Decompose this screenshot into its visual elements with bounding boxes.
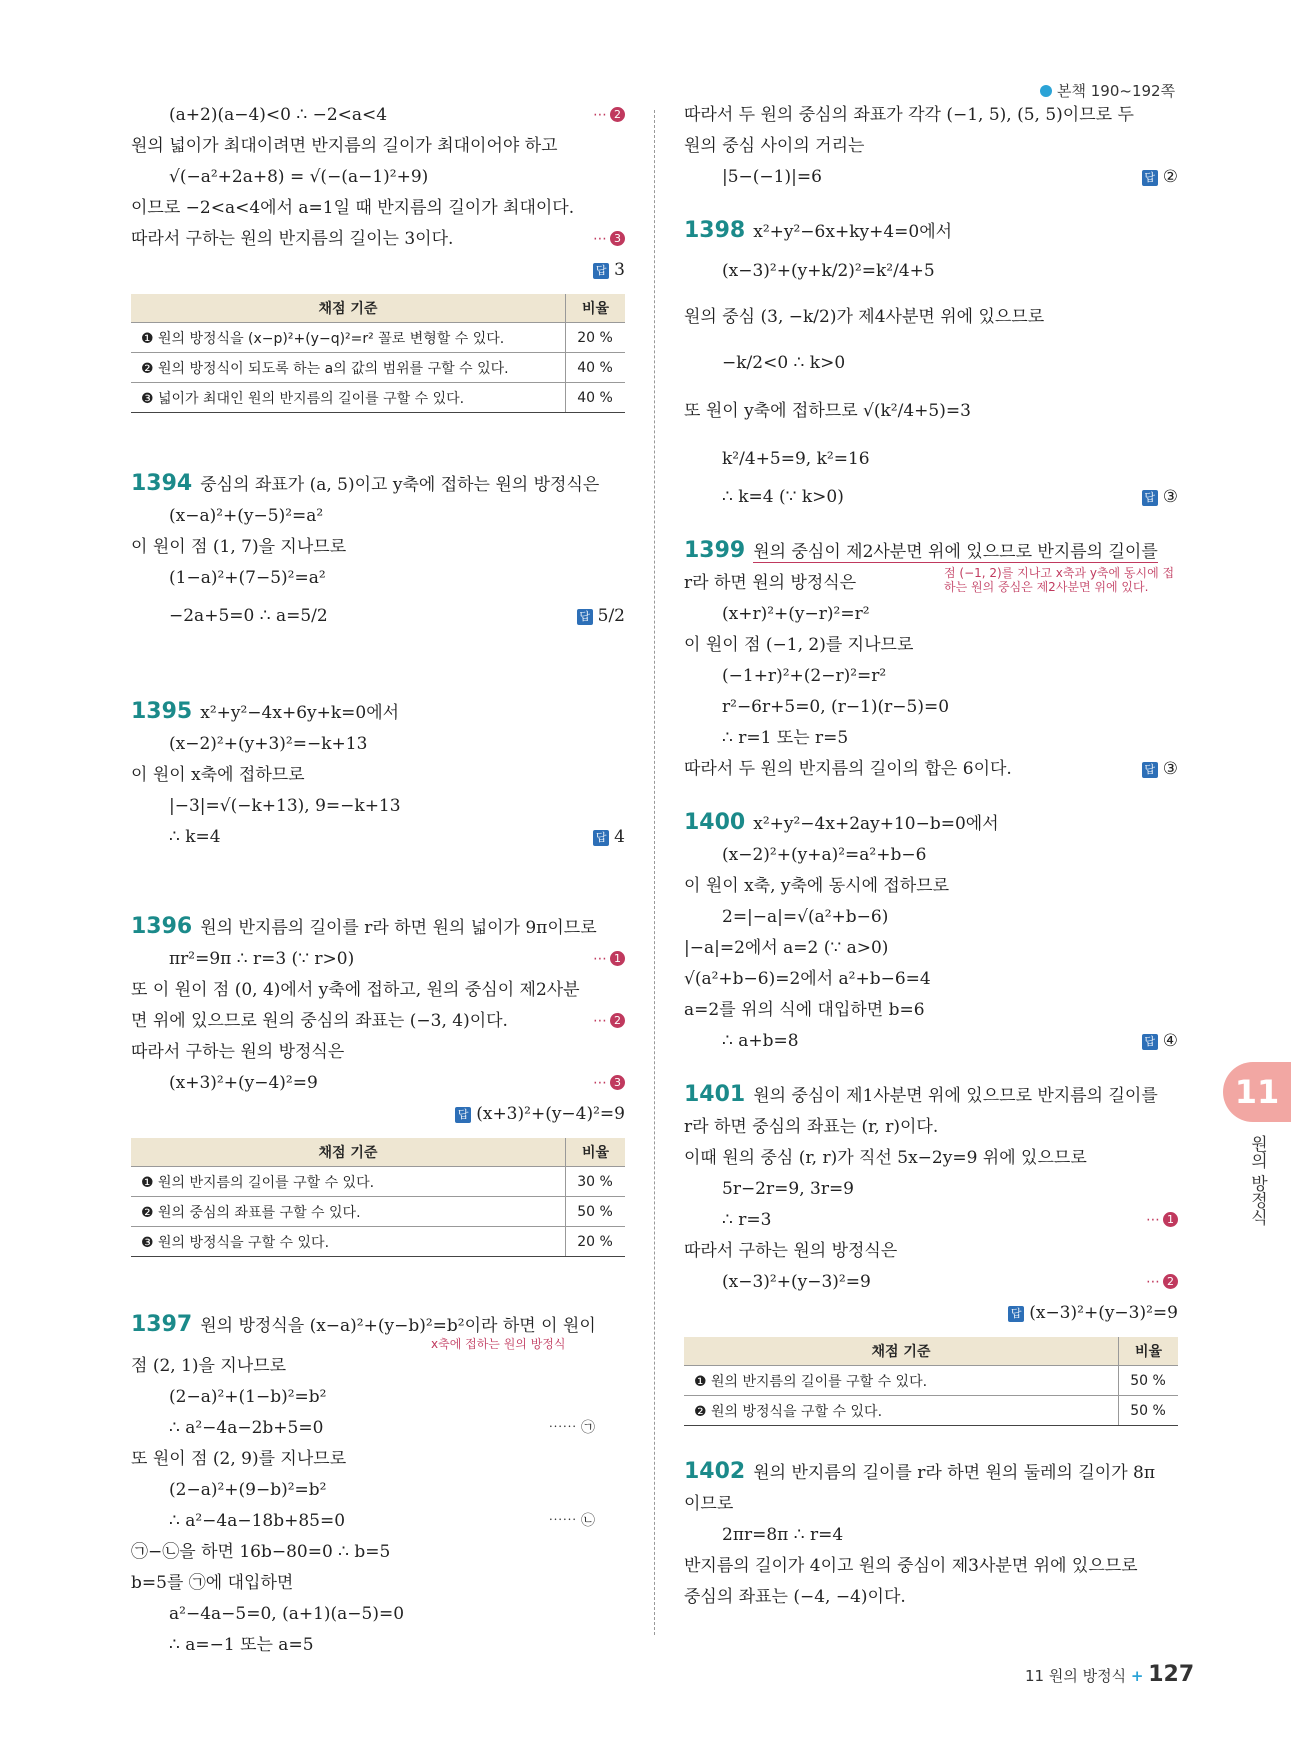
text-line: ∴ r=1 또는 r=5 bbox=[722, 728, 849, 748]
answer-box-icon: 답 bbox=[455, 1107, 471, 1123]
page-number: 127 bbox=[1148, 1662, 1195, 1687]
step-mark: ⋯ 2 bbox=[593, 1006, 625, 1037]
text-line: 원의 중심 사이의 거리는 bbox=[684, 136, 865, 156]
text-line: 2=|−a|=√(a²+b−6) bbox=[722, 907, 889, 927]
text-line: 원의 넓이가 최대이려면 반지름의 길이가 최대이어야 하고 bbox=[131, 136, 558, 156]
text-line: 따라서 구하는 원의 반지름의 길이는 3이다. ⋯ 3 bbox=[131, 224, 625, 255]
text-line: 5r−2r=9, 3r=9 bbox=[722, 1179, 854, 1199]
text-line: r²−6r+5=0, (r−1)(r−5)=0 bbox=[722, 697, 950, 717]
text-line: ∴ a+b=8 답 ④ bbox=[722, 1031, 1178, 1051]
text-line: 따라서 구하는 원의 방정식은 bbox=[684, 1241, 898, 1261]
step-mark: ⋯ 2 bbox=[1146, 1267, 1178, 1298]
text-line: 이 원이 점 (1, 7)을 지나므로 bbox=[131, 537, 347, 557]
text-line: (x−2)²+(y+a)²=a²+b−6 bbox=[722, 845, 927, 865]
text-line: 또 원이 점 (2, 9)를 지나므로 bbox=[131, 1449, 347, 1469]
plus-icon: + bbox=[1130, 1667, 1144, 1685]
problem-1394: 1394 중심의 좌표가 (a, 5)이고 y축에 접하는 원의 방정식은 bbox=[131, 471, 600, 496]
reference-dot-icon bbox=[1040, 85, 1052, 97]
text-line: 2πr=8π ∴ r=4 bbox=[722, 1525, 844, 1545]
text-line: r라 하면 중심의 좌표는 (r, r)이다. bbox=[684, 1117, 939, 1137]
left-column bbox=[131, 100, 625, 1661]
text-line: −k/2<0 ∴ k>0 bbox=[722, 353, 846, 373]
text-line: 이때 원의 중심 (r, r)가 직선 5x−2y=9 위에 있으므로 bbox=[684, 1148, 1087, 1168]
text-line: 원의 중심 (3, −k/2)가 제4사분면 위에 있으므로 bbox=[684, 307, 1045, 327]
answer-box-icon: 답 bbox=[1142, 170, 1158, 186]
answer-box-icon: 답 bbox=[1142, 490, 1158, 506]
text-line: b=5를 ㉠에 대입하면 bbox=[131, 1573, 294, 1593]
text-line: (x+r)²+(y−r)²=r² bbox=[722, 604, 870, 624]
text-line: 면 위에 있으므로 원의 중심의 좌표는 (−3, 4)이다. ⋯ 2 bbox=[131, 1006, 625, 1037]
text-line: |−3|=√(−k+13), 9=−k+13 bbox=[169, 796, 401, 816]
problem-1396: 1396 원의 반지름의 길이를 r라 하면 원의 넓이가 9π이므로 bbox=[131, 914, 597, 939]
text-line: −2a+5=0 ∴ a=5/2 답 5/2 bbox=[169, 606, 625, 626]
chapter-tab[interactable]: 11 bbox=[1223, 1062, 1291, 1122]
answer-box-icon: 답 bbox=[577, 609, 593, 625]
text-line: 이 원이 x축, y축에 동시에 접하므로 bbox=[684, 876, 950, 896]
text-line: (x−3)²+(y−3)²=9 ⋯ 2 bbox=[684, 1267, 1178, 1298]
text-line: r라 하면 원의 방정식은 점 (−1, 2)를 지나고 x축과 y축에 동시에 접하는 원의 중심은 제2사분면 위에 있다. bbox=[684, 568, 1178, 599]
answer-box-icon: 답 bbox=[1142, 1034, 1158, 1050]
margin-note: 점 (−1, 2)를 지나고 x축과 y축에 동시에 접하는 원의 중심은 제2사분면 위에 있다. bbox=[944, 566, 1175, 594]
text-line: k²/4+5=9, k²=16 bbox=[722, 449, 870, 469]
text-line: ∴ a²−4a−18b+85=0 ⋯⋯ ㉡ bbox=[169, 1511, 595, 1531]
scoring-table: 채점 기준 비율 ❶ 원의 반지름의 길이를 구할 수 있다. 30 % ❷ 원의 중심의 좌표를 구할 수 있다. 50 % ❸ 원의 방정식을 구할 수 있다. 20 % bbox=[131, 1138, 625, 1257]
chapter-tab-label: 원의 방정식 bbox=[1247, 1135, 1267, 1226]
text-line: √(a²+b−6)=2에서 a²+b−6=4 bbox=[684, 969, 931, 989]
text-line: (2−a)²+(9−b)²=b² bbox=[169, 1480, 327, 1500]
text-line: (2−a)²+(1−b)²=b² bbox=[169, 1387, 327, 1407]
text-line: a²−4a−5=0, (a+1)(a−5)=0 bbox=[169, 1604, 405, 1624]
text-line: (x−a)²+(y−5)²=a² bbox=[169, 506, 324, 526]
text-line: |−a|=2에서 a=2 (∵ a>0) bbox=[684, 938, 889, 958]
answer-box-icon: 답 bbox=[593, 830, 609, 846]
answer-box-icon: 답 bbox=[593, 263, 609, 279]
problem-1395: 1395 x²+y²−4x+6y+k=0에서 bbox=[131, 699, 400, 724]
page-footer: 11 원의 방정식 + 127 bbox=[1025, 1662, 1195, 1687]
text-line: ∴ k=4 (∵ k>0) 답 ③ bbox=[722, 487, 1178, 507]
text-line: ∴ a²−4a−2b+5=0 ⋯⋯ ㉠ bbox=[169, 1418, 595, 1438]
problem-1401: 1401 원의 중심이 제1사분면 위에 있으므로 반지름의 길이를 bbox=[684, 1082, 1158, 1107]
text-line: (x+3)²+(y−4)²=9 ⋯ 3 bbox=[131, 1068, 625, 1099]
text-line: 또 원이 y축에 접하므로 √(k²/4+5)=3 bbox=[684, 401, 971, 421]
text-line: ∴ a=−1 또는 a=5 bbox=[169, 1635, 314, 1655]
step-mark: ⋯ 3 bbox=[593, 1068, 625, 1099]
text-line: 또 이 원이 점 (0, 4)에서 y축에 접하고, 원의 중심이 제2사분 bbox=[131, 980, 580, 1000]
step-mark: ⋯ 1 bbox=[1146, 1205, 1178, 1236]
text-line: 이므로 −2<a<4에서 a=1일 때 반지름의 길이가 최대이다. bbox=[131, 198, 575, 218]
text-line: 이 원이 점 (−1, 2)를 지나므로 bbox=[684, 635, 914, 655]
problem-1399: 1399 원의 중심이 제2사분면 위에 있으므로 반지름의 길이를 bbox=[684, 538, 1158, 563]
text-line: (x−2)²+(y+3)²=−k+13 bbox=[169, 734, 368, 754]
margin-note: x축에 접하는 원의 방정식 bbox=[431, 1337, 566, 1351]
answer-box-icon: 답 bbox=[1008, 1306, 1024, 1322]
right-column bbox=[684, 100, 1178, 1613]
text-line: |5−(−1)|=6 답 ② bbox=[722, 167, 1178, 187]
answer-line: 답 (x−3)²+(y−3)²=9 bbox=[684, 1298, 1178, 1329]
answer-box-icon: 답 bbox=[1142, 762, 1158, 778]
step-mark: ⋯ 1 bbox=[593, 944, 625, 975]
text-line: (a+2)(a−4)<0 ∴ −2<a<4 ⋯ 2 bbox=[131, 100, 625, 131]
text-line: ㉠−㉡을 하면 16b−80=0 ∴ b=5 bbox=[131, 1542, 391, 1562]
text-line: 점 (2, 1)을 지나므로 bbox=[131, 1356, 287, 1376]
problem-1398: 1398 x²+y²−6x+ky+4=0에서 bbox=[684, 218, 953, 243]
text-line: 이 원이 x축에 접하므로 bbox=[131, 765, 305, 785]
text-line: (−1+r)²+(2−r)²=r² bbox=[722, 666, 887, 686]
text-line: 따라서 두 원의 중심의 좌표가 각각 (−1, 5), (5, 5)이므로 두 bbox=[684, 105, 1134, 125]
page-reference: 본책 190~192쪽 bbox=[1040, 80, 1178, 101]
text-line: 따라서 구하는 원의 방정식은 bbox=[131, 1042, 345, 1062]
problem-1397: 1397 원의 방정식을 (x−a)²+(y−b)²=b²이라 하면 이 원이 bbox=[131, 1312, 596, 1337]
step-mark: ⋯ 3 bbox=[593, 224, 625, 255]
text-line: ∴ r=3 ⋯ 1 bbox=[684, 1205, 1178, 1236]
column-divider bbox=[654, 110, 655, 1635]
text-line: (1−a)²+(7−5)²=a² bbox=[169, 568, 326, 588]
text-line: √(−a²+2a+8) = √(−(a−1)²+9) bbox=[169, 167, 429, 187]
step-mark: ⋯ 2 bbox=[593, 100, 625, 131]
text-line: ∴ k=4 답 4 bbox=[169, 827, 625, 847]
scoring-table: 채점 기준 비율 ❶ 원의 방정식을 (x−p)²+(y−q)²=r² 꼴로 변형할 수 있다. 20 % ❷ 원의 방정식이 되도록 하는 a의 값의 범위를 구할 수 있다. 40 % ❸ 넓이가 최대인 원의 반지름의 길이를 구할 수 있다. 40 % bbox=[131, 294, 625, 413]
text-line: a=2를 위의 식에 대입하면 b=6 bbox=[684, 1000, 925, 1020]
scoring-table: 채점 기준 비율 ❶ 원의 반지름의 길이를 구할 수 있다. 50 % ❷ 원의 방정식을 구할 수 있다. 50 % bbox=[684, 1337, 1178, 1426]
text-line: πr²=9π ∴ r=3 (∵ r>0) ⋯ 1 bbox=[131, 944, 625, 975]
text-line: (x−3)²+(y+k/2)²=k²/4+5 bbox=[722, 261, 935, 281]
problem-1402: 1402 원의 반지름의 길이를 r라 하면 원의 둘레의 길이가 8π bbox=[684, 1459, 1156, 1484]
text-line: 이므로 bbox=[684, 1494, 734, 1514]
text-line: 반지름의 길이가 4이고 원의 중심이 제3사분면 위에 있으므로 bbox=[684, 1556, 1138, 1576]
text-line: 중심의 좌표는 (−4, −4)이다. bbox=[684, 1587, 906, 1607]
answer-line: 답 3 bbox=[131, 255, 625, 286]
text-line: 따라서 두 원의 반지름의 길이의 합은 6이다. 답 ③ bbox=[684, 759, 1178, 779]
answer-line: 답 (x+3)²+(y−4)²=9 bbox=[131, 1099, 625, 1130]
problem-1400: 1400 x²+y²−4x+2ay+10−b=0에서 bbox=[684, 810, 999, 835]
